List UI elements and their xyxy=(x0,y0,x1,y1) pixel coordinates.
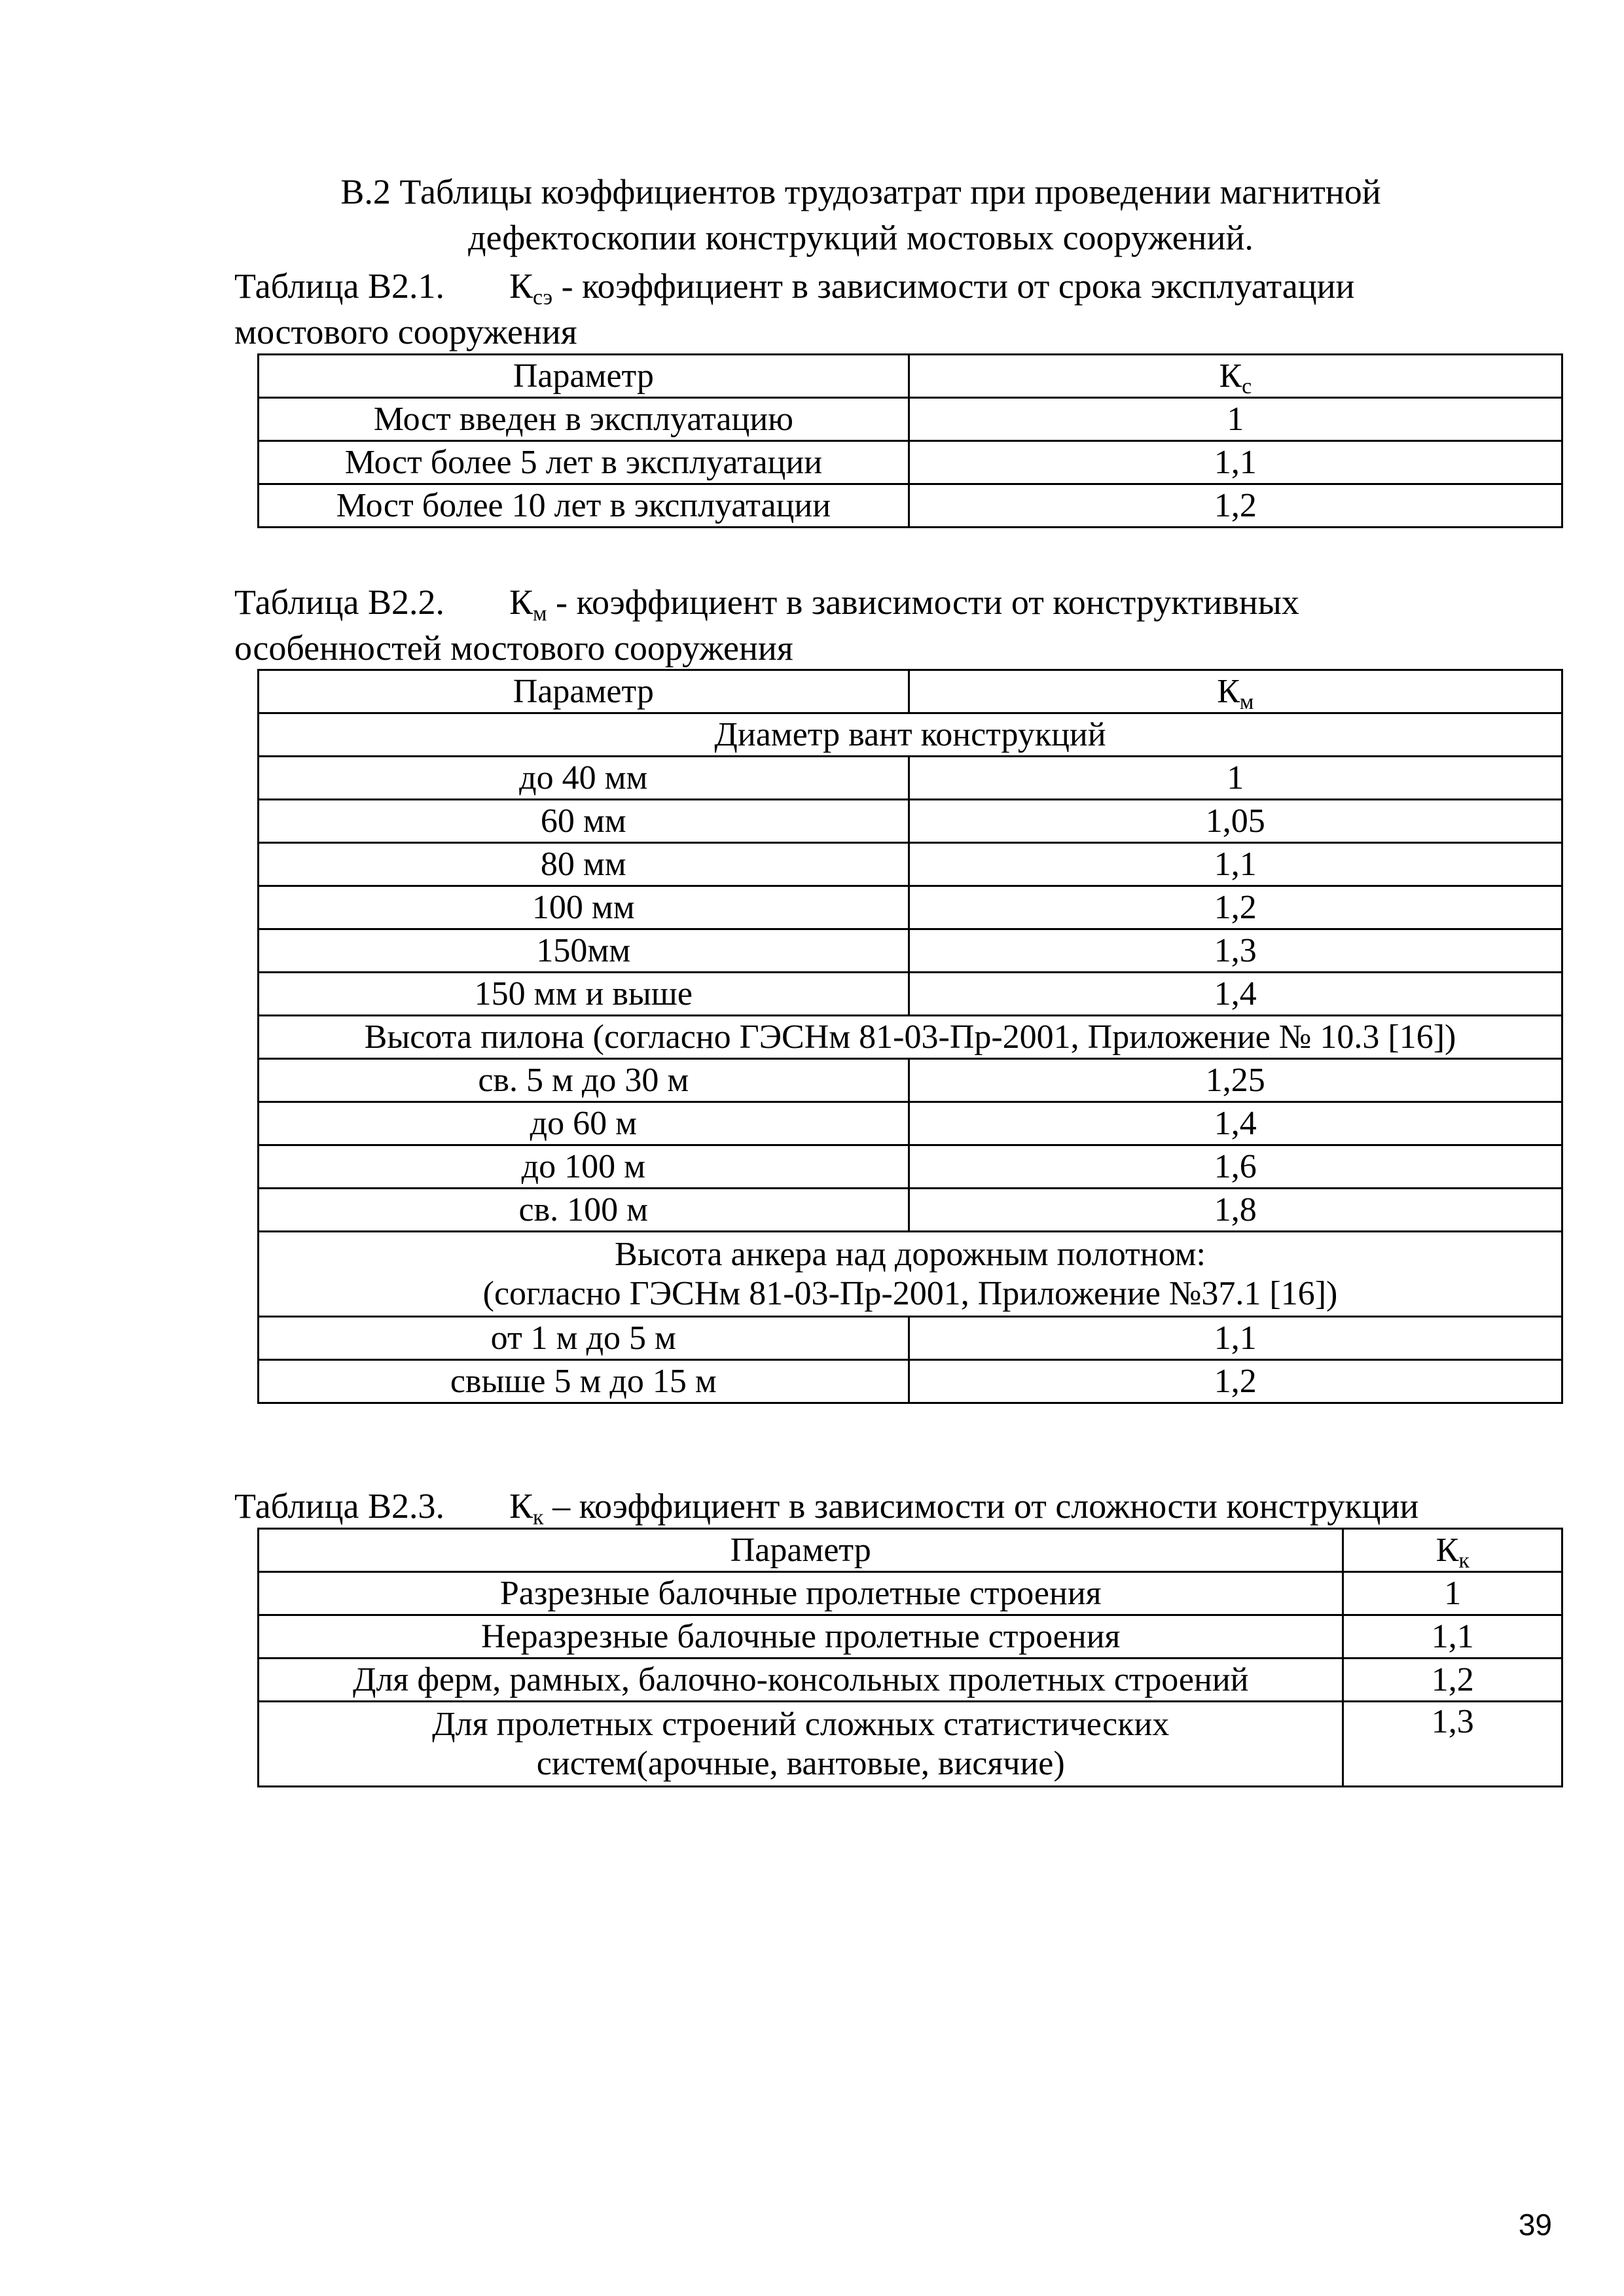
param-cell: 150мм xyxy=(259,929,909,973)
table-3-caption-text: – коэффициент в зависимости от сложности конструкции xyxy=(543,1486,1419,1526)
param-cell: Для ферм, рамных, балочно-консольных пролетных строений xyxy=(259,1659,1343,1702)
section-cable-diameter: Диаметр вант конструкций xyxy=(259,713,1562,757)
value-cell: 1,2 xyxy=(909,886,1562,929)
table-row xyxy=(259,973,1562,1016)
param-cell: Мост более 10 лет в эксплуатации xyxy=(259,484,909,528)
header-k: $К_м$ xyxy=(909,670,1562,713)
value-cell: 1 xyxy=(909,398,1562,441)
table-row xyxy=(259,800,1562,843)
table-row xyxy=(259,1360,1562,1403)
table-header-row xyxy=(259,355,1562,398)
heading-line-1: В.2 Таблицы коэффициентов трудозатрат при проведении магнитной xyxy=(340,172,1381,211)
param-cell: св. 100 м xyxy=(259,1189,909,1232)
table-2-caption-text-2: особенностей мостового сооружения xyxy=(234,628,793,668)
param-cell: 150 мм и выше xyxy=(259,973,909,1016)
table-row xyxy=(259,1572,1562,1615)
heading-line-2: дефектоскопии конструкций мостовых сооружений. xyxy=(468,218,1254,257)
param-cell: 80 мм xyxy=(259,843,909,886)
value-cell: 1,3 xyxy=(1343,1702,1562,1787)
param-cell: свыше 5 м до 15 м xyxy=(259,1360,909,1403)
table-1-symbol: $К_{сэ}$ xyxy=(509,266,553,310)
table-row xyxy=(259,1702,1562,1787)
value-cell: 1,1 xyxy=(1343,1615,1562,1659)
param-cell: Мост введен в эксплуатацию xyxy=(259,398,909,441)
table-row xyxy=(259,484,1562,528)
param-cell: Мост более 5 лет в эксплуатации xyxy=(259,441,909,484)
section-anchor-line-1: Высота анкера над дорожным полотном: xyxy=(615,1235,1206,1273)
value-cell: 1,25 xyxy=(909,1059,1562,1102)
table-row xyxy=(259,441,1562,484)
table-2-symbol: $К_м$ xyxy=(509,583,547,626)
value-cell: 1,2 xyxy=(909,484,1562,528)
table-row xyxy=(259,843,1562,886)
value-cell: 1,1 xyxy=(909,1317,1562,1360)
table-row xyxy=(259,886,1562,929)
value-cell: 1,1 xyxy=(909,843,1562,886)
param-cell: до 40 мм xyxy=(259,757,909,800)
table-row xyxy=(259,1145,1562,1189)
header-param: Параметр xyxy=(259,355,909,398)
param-cell: Разрезные балочные пролетные строения xyxy=(259,1572,1343,1615)
param-cell: от 1 м до 5 м xyxy=(259,1317,909,1360)
table-row xyxy=(259,757,1562,800)
header-param: Параметр xyxy=(259,670,909,713)
section-anchor-height xyxy=(259,1232,1562,1317)
param-cell: до 100 м xyxy=(259,1145,909,1189)
table-2-caption xyxy=(234,579,1557,671)
section-row xyxy=(259,713,1562,757)
param-line-2: систем(арочные, вантовые, висячие) xyxy=(536,1744,1065,1782)
header-k: $К_с$ xyxy=(909,355,1562,398)
section-anchor-line-2: (согласно ГЭСНм 81-03-Пр-2001, Приложение №37.1 [16]) xyxy=(482,1274,1338,1312)
value-cell: 1 xyxy=(909,757,1562,800)
value-cell: 1,05 xyxy=(909,800,1562,843)
table-2 xyxy=(257,669,1563,1404)
table-header-row xyxy=(259,1529,1562,1572)
value-cell: 1,2 xyxy=(909,1360,1562,1403)
page-number: 39 xyxy=(1518,2208,1552,2242)
table-3-number: Таблица В2.3. xyxy=(234,1486,444,1526)
table-row xyxy=(259,1659,1562,1702)
param-line-1: Для пролетных строений сложных статистических xyxy=(432,1705,1170,1743)
header-k: $К_к$ xyxy=(1343,1529,1562,1572)
table-row xyxy=(259,1615,1562,1659)
table-header-row xyxy=(259,670,1562,713)
value-cell: 1,4 xyxy=(909,1102,1562,1145)
param-cell xyxy=(259,1702,1343,1787)
table-2-number: Таблица В2.2. xyxy=(234,583,444,622)
table-1 xyxy=(257,353,1563,528)
param-cell: до 60 м xyxy=(259,1102,909,1145)
table-row xyxy=(259,929,1562,973)
value-cell: 1,1 xyxy=(909,441,1562,484)
value-cell: 1,4 xyxy=(909,973,1562,1016)
param-cell: 60 мм xyxy=(259,800,909,843)
header-param: Параметр xyxy=(259,1529,1343,1572)
table-3 xyxy=(257,1528,1563,1787)
param-cell: св. 5 м до 30 м xyxy=(259,1059,909,1102)
table-row xyxy=(259,1317,1562,1360)
table-row xyxy=(259,1189,1562,1232)
value-cell: 1,3 xyxy=(909,929,1562,973)
value-cell: 1 xyxy=(1343,1572,1562,1615)
table-row xyxy=(259,1102,1562,1145)
table-1-caption-text-2: мостового сооружения xyxy=(234,312,577,351)
table-2-caption-text: - коэффициент в зависимости от конструктивных xyxy=(547,583,1299,622)
section-heading xyxy=(236,169,1486,260)
section-pylon-height: Высота пилона (согласно ГЭСНм 81-03-Пр-2001, Приложение № 10.3 [16]) xyxy=(259,1016,1562,1059)
param-cell: Неразрезные балочные пролетные строения xyxy=(259,1615,1343,1659)
table-1-caption-text: - коэффициент в зависимости от срока эксплуатации xyxy=(552,266,1355,306)
value-cell: 1,8 xyxy=(909,1189,1562,1232)
value-cell: 1,2 xyxy=(1343,1659,1562,1702)
table-row xyxy=(259,398,1562,441)
table-3-symbol: $К_к$ xyxy=(509,1486,544,1530)
table-1-caption xyxy=(234,263,1557,355)
section-row xyxy=(259,1232,1562,1317)
section-row xyxy=(259,1016,1562,1059)
table-1-number: Таблица В2.1. xyxy=(234,266,444,306)
param-cell: 100 мм xyxy=(259,886,909,929)
table-3-caption xyxy=(234,1483,1557,1529)
table-row xyxy=(259,1059,1562,1102)
value-cell: 1,6 xyxy=(909,1145,1562,1189)
